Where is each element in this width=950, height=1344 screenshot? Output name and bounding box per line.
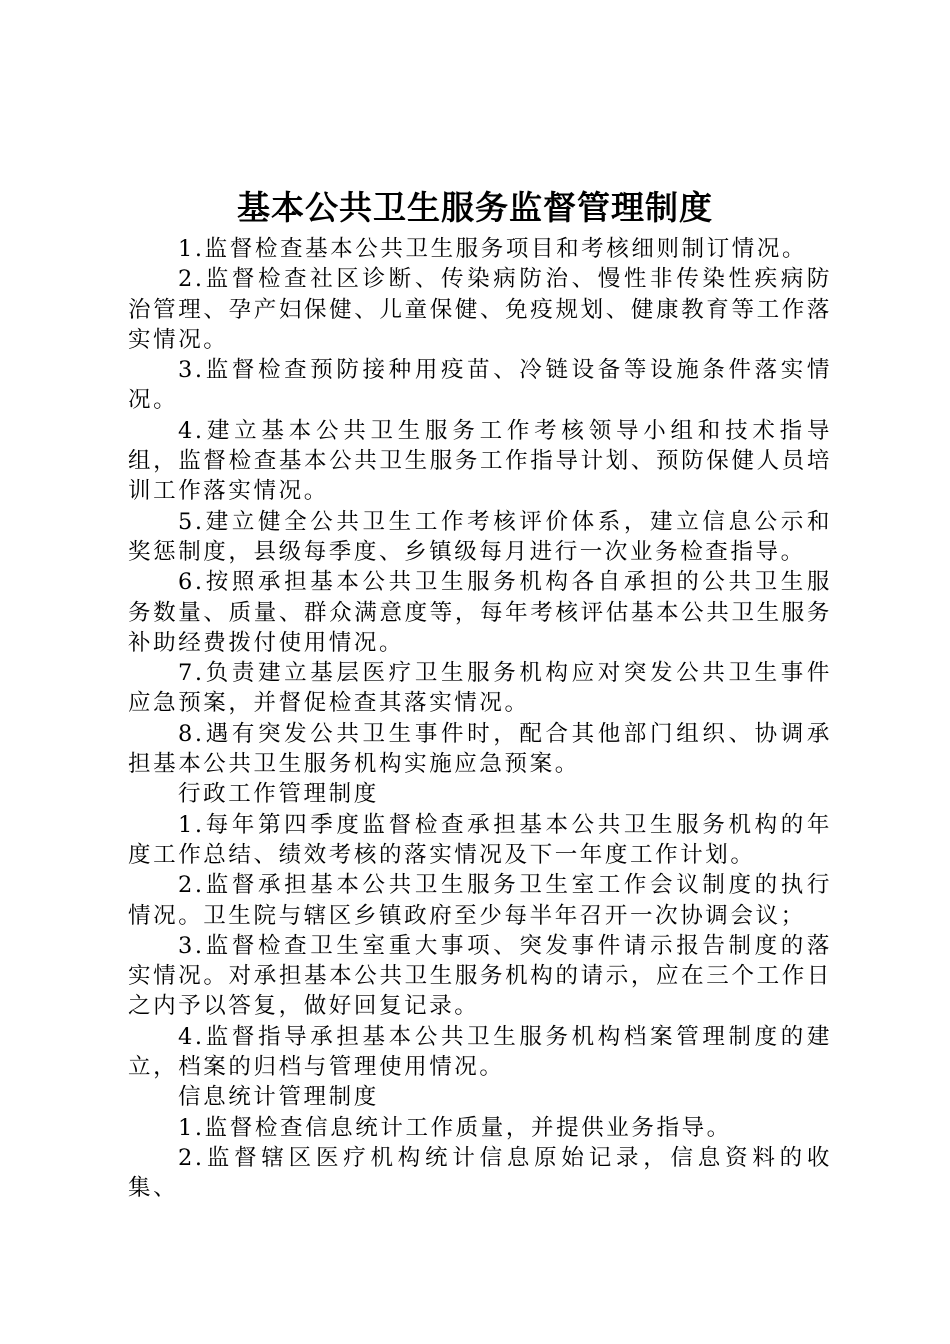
section-heading-admin: 行政工作管理制度 — [178, 781, 379, 808]
paragraph-1: 1.监督检查基本公共卫生服务项目和考核细则制订情况。 — [178, 236, 808, 262]
paragraph-6: 6.按照承担基本公共卫生服务机构各自承担的公共卫生服务数量、质量、群众满意度等，每年考核评估基本公共卫生服务补助经费拨付使用情况。 — [128, 569, 832, 656]
paragraph-7: 7.负责建立基层医疗卫生服务机构应对突发公共卫生事件应急预案，并督促检查其落实情况。 — [128, 660, 832, 717]
paragraph-3: 3.监督检查预防接种用疫苗、冷链设备等设施条件落实情况。 — [128, 357, 832, 414]
document-title: 基本公共卫生服务监督管理制度 — [237, 188, 713, 227]
paragraph-12: 4.监督指导承担基本公共卫生服务机构档案管理制度的建立，档案的归档与管理使用情况。 — [128, 1023, 832, 1081]
paragraph-10: 2.监督承担基本公共卫生服务卫生室工作会议制度的执行情况。卫生院与辖区乡镇政府至少每半年召开一次协调会议； — [128, 872, 832, 929]
document-body — [128, 234, 832, 1204]
paragraph-4: 4.建立基本公共卫生服务工作考核领导小组和技术指导组，监督检查基本公共卫生服务工作指导计划、预防保健人员培训工作落实情况。 — [128, 417, 832, 505]
paragraph-8: 8.遇有突发公共卫生事件时，配合其他部门组织、协调承担基本公共卫生服务机构实施应急预案。 — [128, 720, 832, 778]
paragraph-14: 2.监督辖区医疗机构统计信息原始记录，信息资料的收集、 — [128, 1144, 832, 1202]
paragraph-11: 3.监督检查卫生室重大事项、突发事件请示报告制度的落实情况。对承担基本公共卫生服务机构的请示，应在三个工作日之内予以答复，做好回复记录。 — [128, 932, 832, 1020]
paragraph-5: 5.建立健全公共卫生工作考核评价体系，建立信息公示和奖惩制度，县级每季度、乡镇级每月进行一次业务检查指导。 — [128, 508, 832, 565]
section-heading-statistics: 信息统计管理制度 — [178, 1084, 379, 1111]
paragraph-9: 1.每年第四季度监督检查承担基本公共卫生服务机构的年度工作总结、绩效考核的落实情况及下一年度工作计划。 — [128, 811, 832, 868]
paragraph-13: 1.监督检查信息统计工作质量，并提供业务指导。 — [178, 1114, 732, 1141]
paragraph-2: 2.监督检查社区诊断、传染病防治、慢性非传染性疾病防治管理、孕产妇保健、儿童保健、免疫规划、健康教育等工作落实情况。 — [128, 266, 832, 353]
